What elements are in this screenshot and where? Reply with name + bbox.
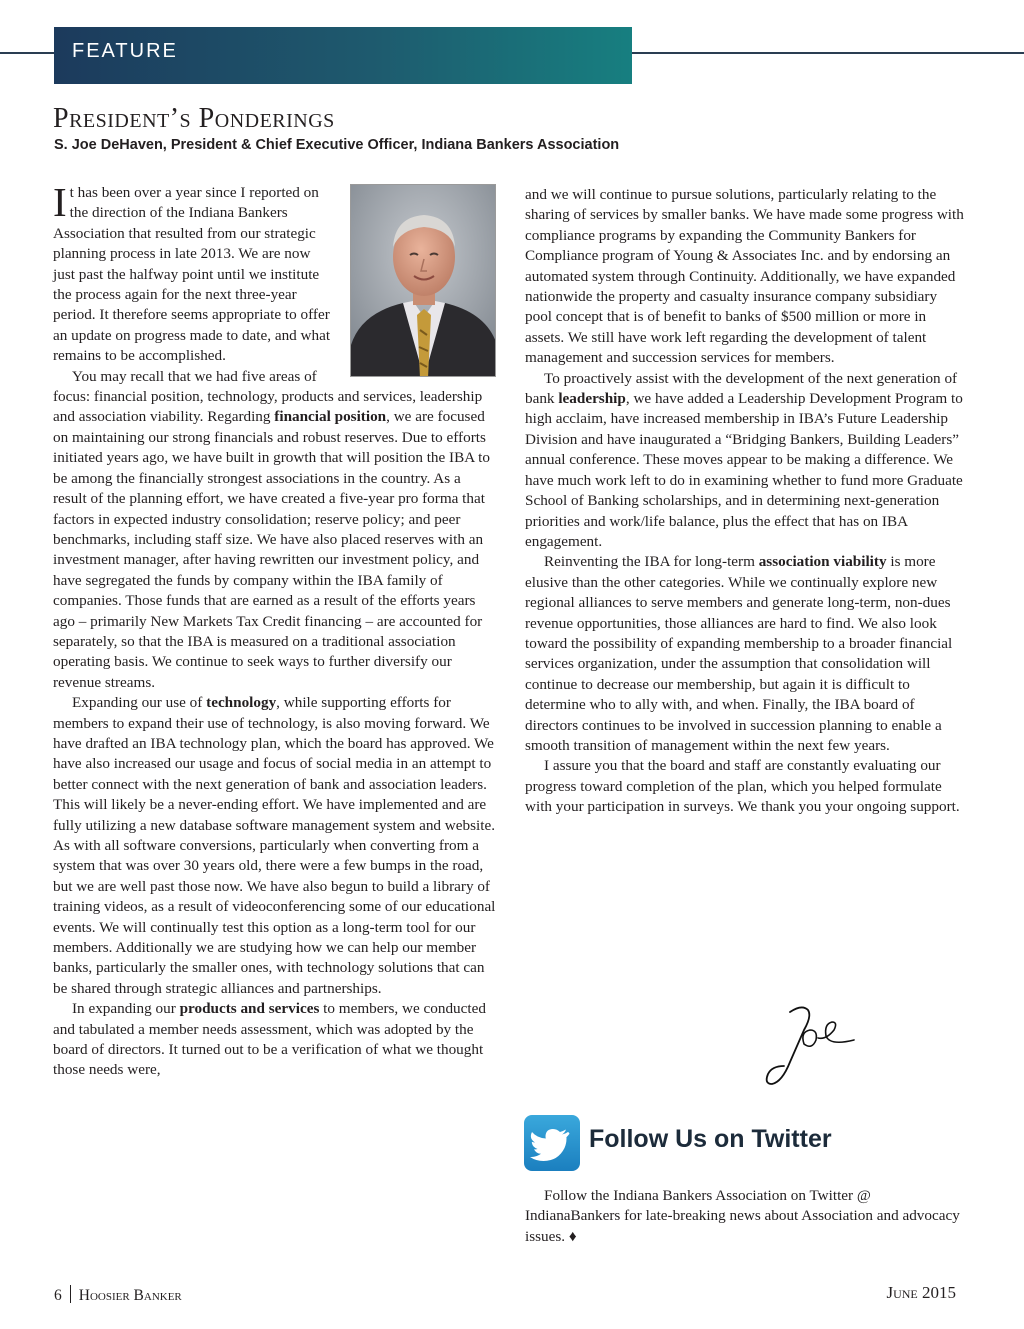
page-number: 6 <box>54 1287 62 1304</box>
paragraph-text: , we have added a Leadership Development Program to high acclaim, have increased membership in IBA’s Future Leadership Division and have inaugurated a “Bridging Bankers, Building Leaders” annual conference. These moves appear to be making a difference. We have much work left to do in examining whether to fund more Graduate School of Banking scholarships, and in determining next-generation priorities and work/life balance, plus the effect that has on IBA engagement. <box>525 390 963 550</box>
paragraph-text: You may recall that we had five areas of focus: financial position, technology, products and services, leadership and association viability. Regarding <box>53 367 483 426</box>
twitter-bird-icon[interactable] <box>524 1115 580 1171</box>
page-footer-left <box>54 1285 182 1305</box>
paragraph-text: , while supporting efforts for members to expand their use of technology, is also moving forward. We have drafted an IBA technology plan, which the board has approved. We have also increased our usage and focus of social media in an attempt to better connect with the next generation of bank and association leaders. This will likely be a never-ending effort. We have implemented and are fully utilizing a new database software management system and website. As with all software conversions, particularly when converting from a system that was over 30 years old, there were a few bumps in the road, but we are well past those now. We have also begun to build a library of training videos, as a result of videoconferencing some of our educational events. We will continually test this option as a long-term tool for our members. Additionally we are studying how we can help our member banks, particularly the smaller ones, with technology solutions that can be shared through strategic alliances and partnerships. <box>53 694 496 997</box>
twitter-callout <box>525 1186 965 1247</box>
paragraph-technology <box>53 693 496 999</box>
keyword-leadership: leadership <box>558 390 626 408</box>
paragraph-intro-text: t has been over a year since I reported on the direction of the Indiana Bankers Association that resulted from our strategic planning process in late 2013. We are now just past the halfway point until we institute the process again for the next three-year period. It therefore seems appropriate to offer an update on progress made to date, and what remains to be accomplished. <box>53 184 331 365</box>
paragraph-viability <box>525 552 965 756</box>
paragraph-products <box>53 999 496 1081</box>
publication-name: Hoosier Banker <box>78 1287 182 1304</box>
paragraph-closing: I assure you that the board and staff are constantly evaluating our progress toward completion of the plan, which you helped formulate with your participation in surveys. We thank you your ongoing support. <box>525 757 960 816</box>
header-rule-right <box>632 52 1024 54</box>
paragraph-text: Expanding our use of <box>72 694 207 712</box>
paragraph-text: to members, we conducted and tabulated a member needs assessment, which was adopted by the board of directors. It turned out to be a verification of what we thought those needs were, <box>53 1000 486 1079</box>
footer-separator <box>70 1285 71 1303</box>
section-label <box>54 27 632 84</box>
keyword-products-services: products and services <box>179 1000 320 1018</box>
author-photo <box>350 184 496 377</box>
keyword-financial-position: financial position <box>274 408 387 426</box>
keyword-technology: technology <box>206 694 277 712</box>
paragraph-continued: and we will continue to pursue solutions, particularly relating to the sharing of services by smaller banks. We have made some progress with compliance programs by expanding the Community Bankers for Compliance program of Young & Associates Inc. and by endorsing an automated system through Continuity. Additionally, we have expanded nationwide the property and casualty insurance company subsidiary pool concept that is of benefit to banks of $500 million or more in assets. We still have work left regarding the development of talent management and succession services for members. <box>525 186 964 367</box>
paragraph-text: is more elusive than the other categories. While we continually explore new regional alliances to serve members and generate long-term, non-dues revenue opportunities, those alliances are hard to find. We also look toward the possibility of expanding membership to a broader financial services organization, under the assumption that consolidation will continue to decrease our membership, but again it is difficult to determine who to ally with, and when. Finally, the IBA board of directors continues to be involved in succession planning to enable a smooth transition of management within the next few years. <box>525 553 953 754</box>
paragraph-financial <box>53 367 496 694</box>
drop-cap: I <box>53 179 67 225</box>
paragraph-text: In expanding our <box>72 1000 180 1018</box>
twitter-body-text: Follow the Indiana Bankers Association on Twitter @ IndianaBankers for late-breaking news about Association and advocacy issues. <box>525 1187 960 1245</box>
keyword-association-viability: association viability <box>758 553 887 571</box>
right-column <box>525 185 965 818</box>
end-mark: ♦ <box>568 1227 577 1245</box>
issue-date: June 2015 <box>886 1283 956 1302</box>
section-label-text: FEATURE <box>72 40 178 62</box>
paragraph-text: Reinventing the IBA for long-term <box>544 553 759 571</box>
paragraph-leadership <box>525 369 965 553</box>
signature-mark <box>760 1000 870 1095</box>
twitter-body-paragraph <box>525 1186 965 1247</box>
twitter-heading: Follow Us on Twitter <box>589 1125 832 1153</box>
article-title: President’s Ponderings <box>53 103 335 134</box>
portrait-photo <box>351 185 496 377</box>
paragraph-text: To proactively assist with the development of the next generation of bank <box>525 369 958 408</box>
article-byline: S. Joe DeHaven, President & Chief Executive Officer, Indiana Bankers Association <box>54 137 620 153</box>
left-column <box>53 179 496 1081</box>
paragraph-text: , we are focused on maintaining our strong financials and robust reserves. Due to efforts initiated years ago, we have built in growth that will position the IBA to be among the financially strongest associations in the country. As a result of the planning effort, we have created a five-year pro forma that factors in expected industry consolidation; reserve policy; and peer benchmarks, including staff size. We have also placed reserves with an investment manager, after having rewritten our investment policy, and have segregated the funds by company within the IBA family of companies. Those funds that are earned as a result of the efforts years ago – primarily New Markets Tax Credit financing – are accounted for separately, so that the IBA is measured on a traditional association operating basis. We continue to seek ways to further diversify our revenue streams. <box>53 408 490 691</box>
header-rule-left <box>0 52 54 54</box>
